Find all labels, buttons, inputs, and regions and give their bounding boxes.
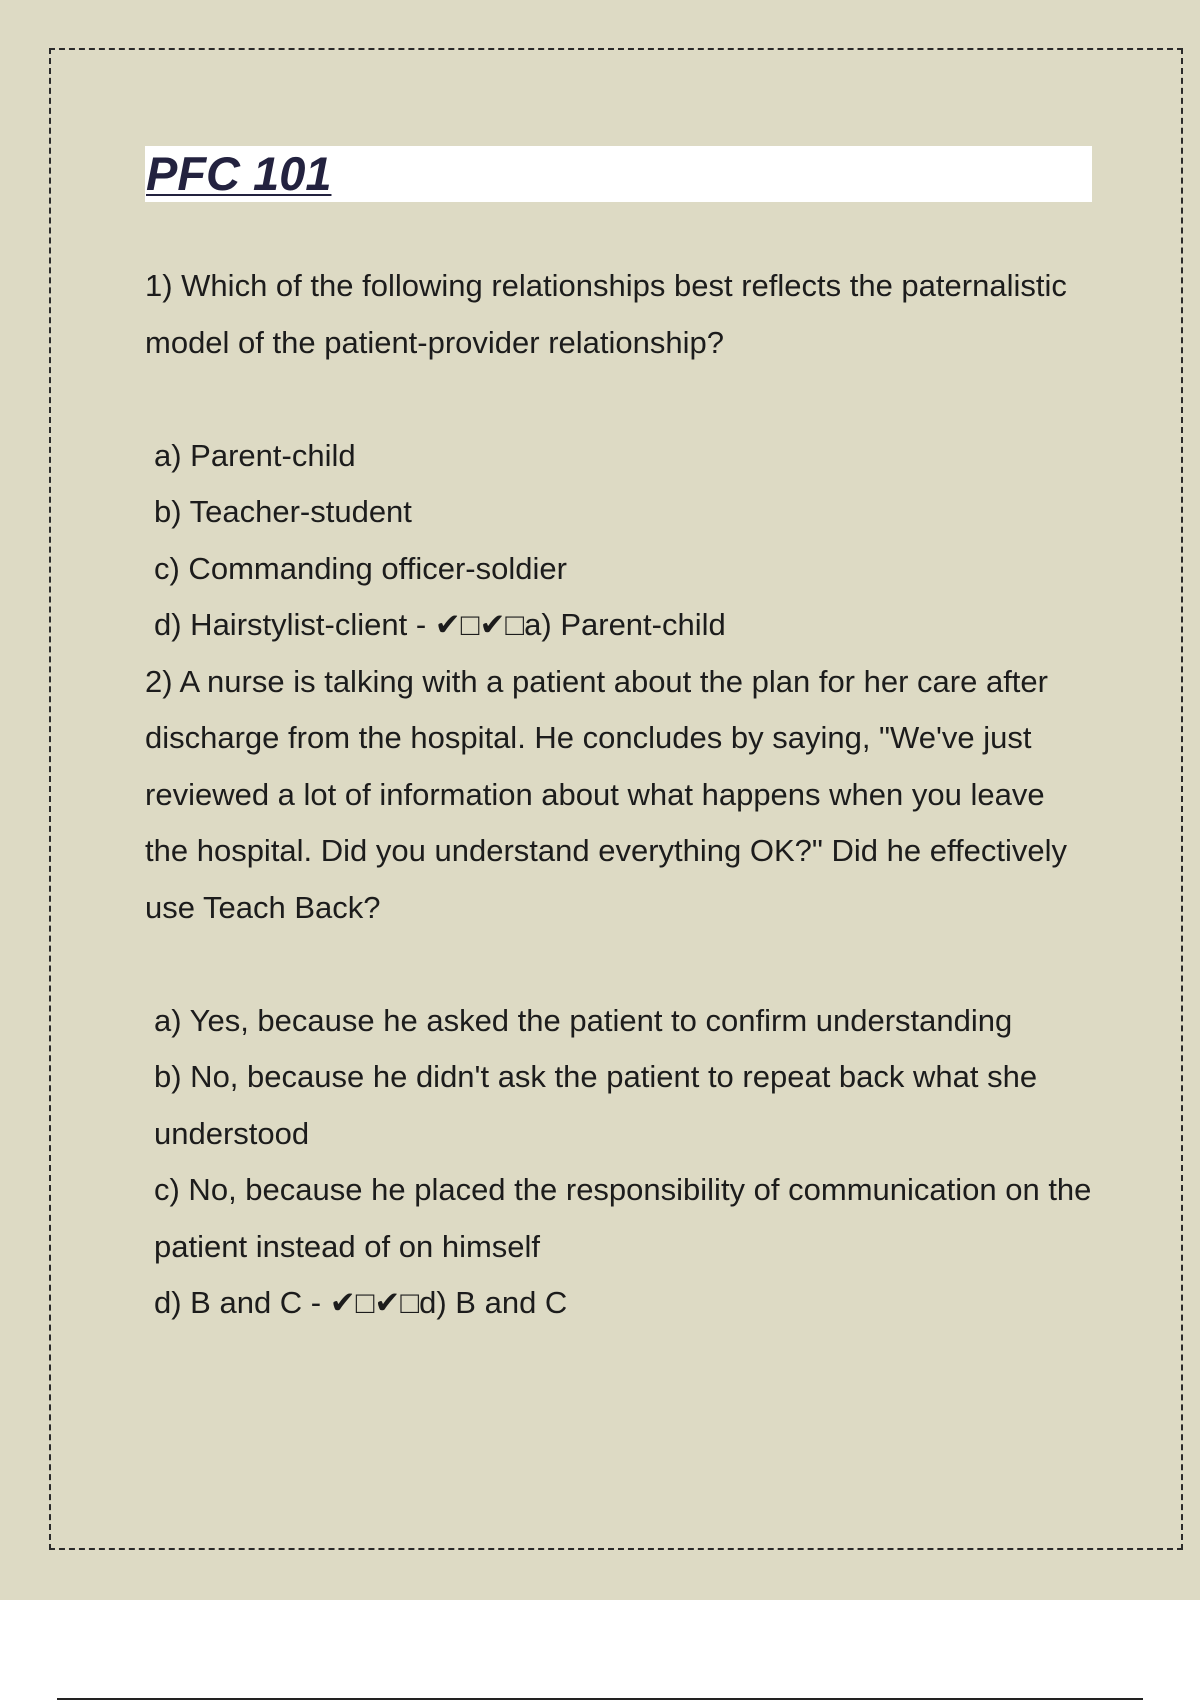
- answer-option-d: d) B and C - ✔□✔□d) B and C: [154, 1285, 568, 1320]
- question-stem: 1) Which of the following relationships best reflects the paternalistic model of the patient-provider relationship?: [145, 268, 1067, 360]
- spacer: [145, 371, 1095, 428]
- answer-option-d: d) Hairstylist-client - ✔□✔□a) Parent-child: [154, 607, 726, 642]
- question-stem: 2) A nurse is talking with a patient about the plan for her care after discharge from the hospital. He concludes by saying, "We've just reviewed a lot of information about what happens when you leave the hospital. Did you understand everything OK?" Did he effectively use Teach Back?: [145, 663, 1068, 925]
- answer-option-b: b) No, because he didn't ask the patient to repeat back what she understood: [154, 1059, 1038, 1151]
- answer-option-c: c) No, because he placed the responsibility of communication on the patient instead of on himself: [154, 1172, 1092, 1264]
- answer-option-c: c) Commanding officer-soldier: [154, 550, 567, 586]
- document-title: PFC 101: [146, 147, 332, 200]
- quiz-content: [145, 258, 1095, 1332]
- answer-option-a: a) Yes, because he asked the patient to confirm understanding: [154, 1002, 1013, 1038]
- question-1: [145, 258, 1095, 654]
- spacer: [145, 936, 1095, 993]
- answer-option-a: a) Parent-child: [154, 437, 356, 473]
- question-2: [145, 654, 1095, 1332]
- answer-option-b: b) Teacher-student: [154, 494, 412, 529]
